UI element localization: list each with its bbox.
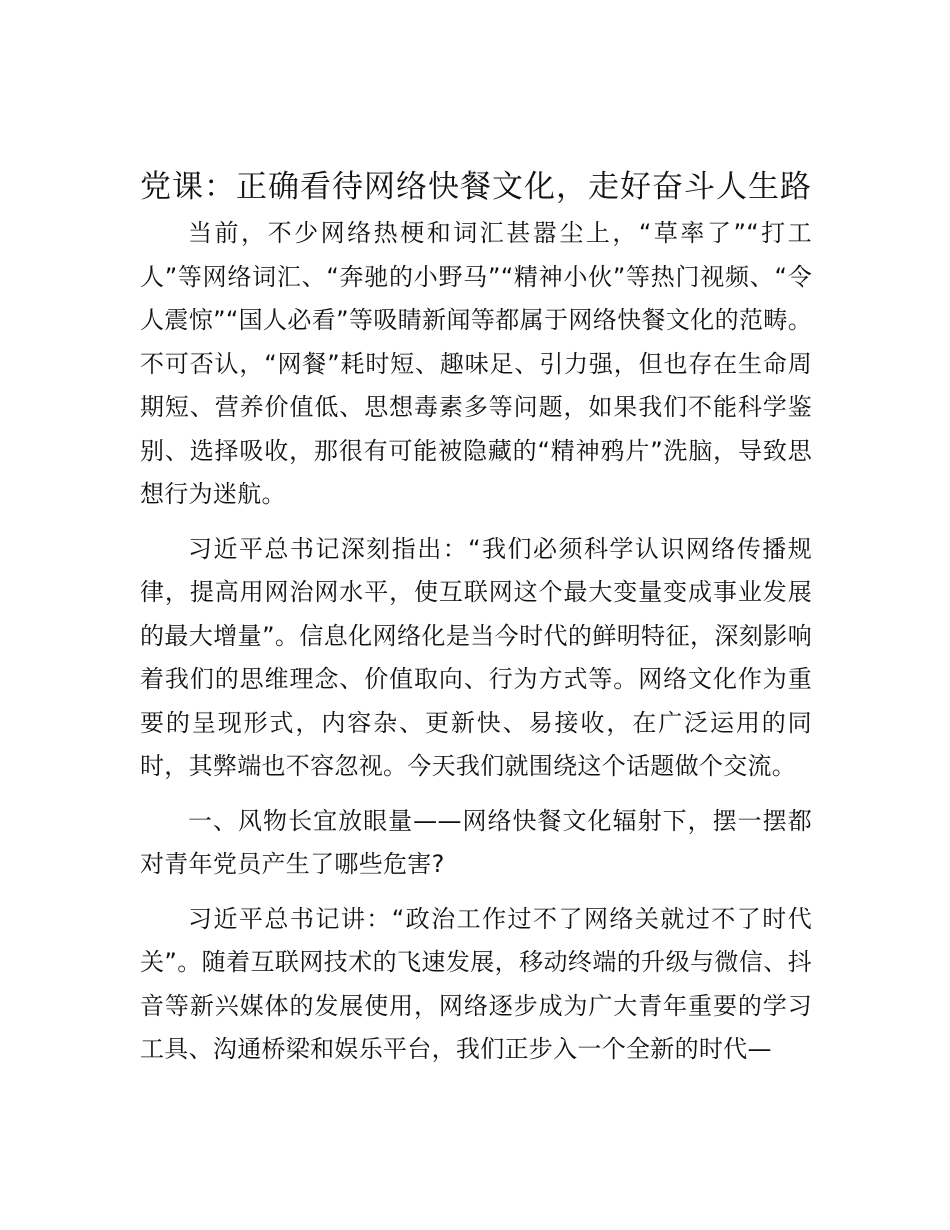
paragraph-intro: 当前，不少网络热梗和词汇甚嚣尘上，“草率了”“打工人”等网络词汇、“奔驰的小野马”“精神小伙”等热门视频、“令人震惊”“国人必看”等吸睛新闻等都属于网络快餐文化的范畴。不可否认，“网餐”耗时短、趣味足、引力强，但也存在生命周期短、营养价值低、思想毒素多等问题，如果我们不能科学鉴别、选择吸收，那很有可能被隐藏的“精神鸦片”洗脑，导致思想行为迷航。 bbox=[140, 219, 812, 508]
section-heading-one: 一、风物长宜放眼量——网络快餐文化辐射下，摆一摆都对青年党员产生了哪些危害? bbox=[140, 806, 812, 878]
document-page bbox=[140, 165, 812, 1072]
document-title: 党课：正确看待网络快餐文化，走好奋斗人生路 bbox=[140, 169, 812, 205]
paragraph-quote: 习近平总书记深刻指出：“我们必须科学认识网络传播规律，提高用网治网水平，使互联网这个最大变量变成事业发展的最大增量”。信息化网络化是当今时代的鲜明特征，深刻影响着我们的思维理念、价值取向、行为方式等。网络文化作为重要的呈现形式，内容杂、更新快、易接收，在广泛运用的同时，其弊端也不容忽视。今天我们就围绕这个话题做个交流。 bbox=[140, 534, 812, 780]
paragraph-section-one: 习近平总书记讲：“政治工作过不了网络关就过不了时代关”。随着互联网技术的飞速发展，移动终端的升级与微信、抖音等新兴媒体的发展使用，网络逐步成为广大青年重要的学习工具、沟通桥梁和娱乐平台，我们正步入一个全新的时代— bbox=[140, 904, 812, 1063]
